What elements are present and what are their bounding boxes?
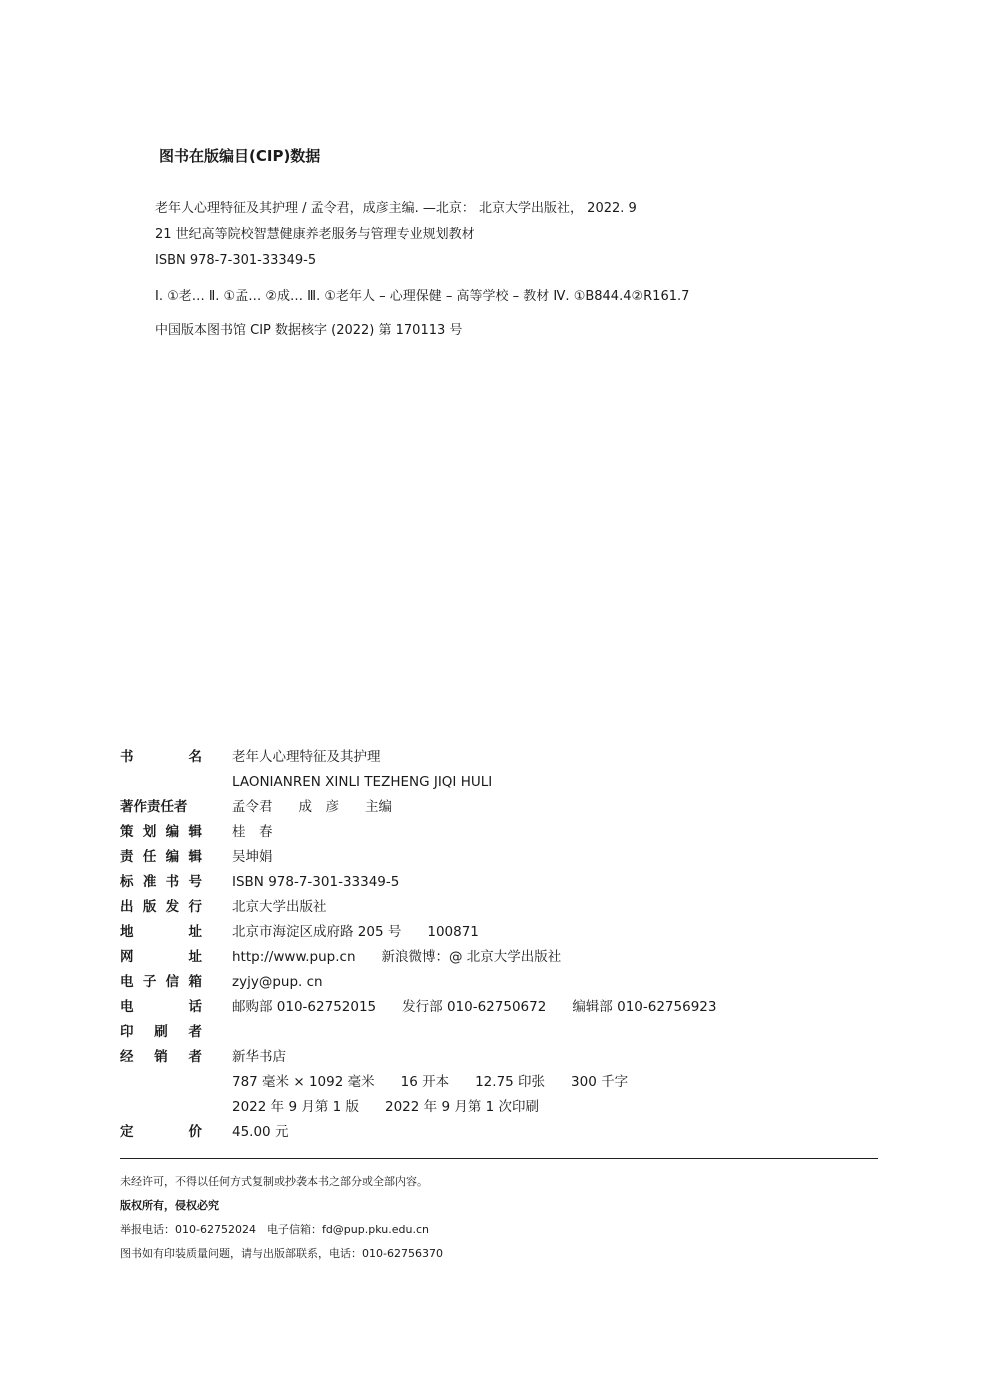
website-label: 网 址 (120, 949, 202, 965)
divider (120, 1158, 878, 1159)
copy-warning: 未经许可，不得以任何方式复制或抄袭本书之部分或全部内容。 (120, 1175, 428, 1188)
printer-label: 印 刷 者 (120, 1024, 202, 1040)
phone-value: 邮购部 010-62752015 发行部 010-62750672 编辑部 010-62756923 (232, 999, 717, 1015)
cip-isbn-line: ISBN 978-7-301-33349-5 (155, 253, 317, 268)
cip-title-line: 老年人心理特征及其护理 / 孟令君，成彦主编. —北京： 北京大学出版社， 2022. 9 (155, 201, 637, 216)
info-row-address (120, 920, 716, 945)
info-row-responsible-editor (120, 845, 716, 870)
info-row-format (120, 1070, 716, 1095)
address-label: 地 址 (120, 924, 202, 940)
cip-block (155, 145, 689, 344)
info-row-phone (120, 995, 716, 1020)
info-row-edition (120, 1095, 716, 1120)
info-row-distributor (120, 1045, 716, 1070)
authors-value: 孟令君 成 彦 主编 (232, 799, 392, 815)
format-value: 787 毫米 × 1092 毫米 16 开本 12.75 印张 300 千字 (232, 1074, 629, 1090)
isbn-value: ISBN 978-7-301-33349-5 (232, 874, 400, 890)
distributor-label: 经 销 者 (120, 1049, 202, 1065)
book-title-pinyin: LAONIANREN XINLI TEZHENG JIQI HULI (232, 774, 493, 790)
info-row-price (120, 1120, 716, 1145)
isbn-label: 标 准 书 号 (120, 874, 202, 890)
copyright-statement: 版权所有，侵权必究 (120, 1199, 219, 1212)
email-value: zyjy@pup. cn (232, 974, 323, 990)
info-row-book-title (120, 745, 716, 770)
planning-editor-label: 策 划 编 辑 (120, 824, 202, 840)
book-title-value: 老年人心理特征及其护理 (232, 749, 381, 765)
info-row-isbn (120, 870, 716, 895)
email-label: 电 子 信 箱 (120, 974, 202, 990)
info-row-publisher (120, 895, 716, 920)
info-row-authors (120, 795, 716, 820)
edition-value: 2022 年 9 月第 1 版 2022 年 9 月第 1 次印刷 (232, 1099, 539, 1115)
info-row-book-title-pinyin (120, 770, 716, 795)
cip-classification-line: Ⅰ. ①老… Ⅱ. ①孟… ②成… Ⅲ. ①老年人 – 心理保健 – 高等学校 – 教材 Ⅳ. ①B844.4②R161.7 (155, 289, 690, 304)
cip-catalog-number-line: 中国版本图书馆 CIP 数据核字 (2022) 第 170113 号 (155, 323, 463, 338)
cip-heading: 图书在版编目(CIP)数据 (159, 147, 321, 165)
address-value: 北京市海淀区成府路 205 号 100871 (232, 924, 479, 940)
price-value: 45.00 元 (232, 1124, 289, 1140)
price-label: 定 价 (120, 1124, 202, 1140)
authors-label: 著作责任者 (120, 799, 188, 815)
cip-series-line: 21 世纪高等院校智慧健康养老服务与管理专业规划教材 (155, 227, 475, 242)
publisher-value: 北京大学出版社 (232, 899, 327, 915)
book-title-label: 书 名 (120, 749, 202, 765)
website-value: http://www.pup.cn 新浪微博：@ 北京大学出版社 (232, 949, 562, 965)
publication-info (120, 745, 716, 1145)
info-row-website (120, 945, 716, 970)
info-row-email (120, 970, 716, 995)
print-quality-contact: 图书如有印装质量问题，请与出版部联系，电话：010-62756370 (120, 1247, 443, 1260)
publisher-label: 出 版 发 行 (120, 899, 202, 915)
planning-editor-value: 桂 春 (232, 824, 273, 840)
info-row-printer (120, 1020, 716, 1045)
responsible-editor-value: 吴坤娟 (232, 849, 273, 865)
copyright-notes (120, 1170, 443, 1266)
phone-label: 电 话 (120, 999, 202, 1015)
info-row-planning-editor (120, 820, 716, 845)
distributor-value: 新华书店 (232, 1049, 286, 1065)
report-contact: 举报电话：010-62752024 电子信箱：fd@pup.pku.edu.cn (120, 1223, 429, 1236)
responsible-editor-label: 责 任 编 辑 (120, 849, 202, 865)
